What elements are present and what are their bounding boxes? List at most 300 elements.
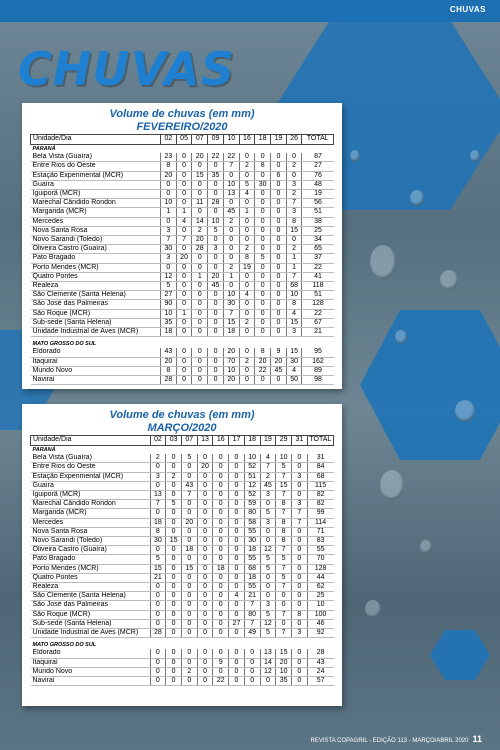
rainfall-cell: 0 (229, 677, 245, 686)
rainfall-cell: 0 (223, 199, 239, 208)
rainfall-cell: 3 (260, 601, 276, 610)
rainfall-cell: 8 (276, 527, 292, 536)
group-header-row (31, 340, 334, 348)
rainfall-cell: 0 (229, 555, 245, 564)
rainfall-cell: 55 (244, 527, 260, 536)
unit-name-cell: Mundo Novo (31, 366, 161, 375)
table-header-row (31, 436, 334, 446)
rainfall-cell: 0 (192, 318, 208, 327)
rainfall-cell: 20 (255, 357, 271, 366)
rainfall-cell: 8 (255, 348, 271, 357)
rainfall-cell: 68 (286, 282, 302, 291)
rainfall-cell: 0 (161, 190, 177, 199)
table-row (31, 546, 334, 555)
column-header: 10 (223, 135, 239, 145)
rainfall-cell: 0 (223, 254, 239, 263)
rainfall-cell: 15 (276, 481, 292, 490)
table-row (31, 573, 334, 582)
rainfall-cell: 2 (223, 217, 239, 226)
rainfall-cell: 0 (176, 357, 192, 366)
rainfall-cell: 2 (286, 190, 302, 199)
rainfall-cell: 0 (208, 236, 224, 245)
rainfall-cell: 0 (181, 472, 197, 481)
rainfall-cell: 0 (286, 236, 302, 245)
table-row (31, 180, 334, 189)
rainfall-cell: 0 (161, 180, 177, 189)
rainfall-cell: 3 (208, 245, 224, 254)
rainfall-cell: 0 (291, 667, 307, 676)
rainfall-cell: 0 (176, 366, 192, 375)
unit-name-cell: Nova Santa Rosa (31, 226, 161, 235)
rainfall-cell: 0 (271, 153, 287, 162)
table-row (31, 208, 334, 217)
rainfall-cell: 0 (271, 254, 287, 263)
rainfall-cell: 52 (244, 491, 260, 500)
rainfall-cell: 7 (276, 629, 292, 638)
table-row (31, 472, 334, 481)
rainfall-cell: 28 (208, 199, 224, 208)
rainfall-cell: 0 (166, 491, 182, 500)
rainfall-cell: 0 (255, 236, 271, 245)
total-cell: 34 (302, 236, 334, 245)
rainfall-cell: 2 (239, 162, 255, 171)
rainfall-cell: 0 (244, 649, 260, 658)
rainfall-cell: 0 (260, 573, 276, 582)
total-cell: 68 (307, 472, 333, 481)
rainfall-cell: 0 (276, 592, 292, 601)
rainfall-cell: 0 (213, 481, 229, 490)
rainfall-cell: 0 (176, 282, 192, 291)
rainfall-cell: 0 (255, 272, 271, 281)
total-cell: 70 (307, 555, 333, 564)
unit-name-cell: Nova Santa Rosa (31, 527, 151, 536)
rainfall-cell: 5 (260, 555, 276, 564)
rainfall-cell: 0 (291, 527, 307, 536)
rainfall-cell: 0 (150, 592, 166, 601)
unit-name-cell: Margarida (MCR) (31, 509, 151, 518)
column-header: TOTAL (307, 436, 333, 446)
rainfall-cell: 0 (197, 500, 213, 509)
rainfall-cell: 9 (213, 658, 229, 667)
rainfall-cell: 5 (276, 463, 292, 472)
rainfall-cell: 0 (239, 226, 255, 235)
rainfall-cell: 0 (239, 282, 255, 291)
table-body (31, 446, 334, 686)
rainfall-cell: 10 (223, 366, 239, 375)
unit-name-cell: Marechal Cândido Rondon (31, 500, 151, 509)
unit-name-cell: Pato Bragado (31, 254, 161, 263)
table-header-row (31, 135, 334, 145)
rainfall-cell: 0 (223, 226, 239, 235)
rainfall-cell: 21 (150, 573, 166, 582)
unit-name-cell: Guaíra (31, 481, 151, 490)
rainfall-cell: 0 (192, 180, 208, 189)
rain-drop (395, 330, 407, 344)
rainfall-cell: 0 (150, 649, 166, 658)
column-header: 29 (276, 436, 292, 446)
table-row (31, 309, 334, 318)
rainfall-cell: 58 (244, 518, 260, 527)
rainfall-cell: 0 (271, 226, 287, 235)
rainfall-cell: 0 (181, 592, 197, 601)
table-row (31, 162, 334, 171)
rainfall-cell: 0 (176, 328, 192, 337)
unit-name-cell: Naviraí (31, 677, 151, 686)
rainfall-cell: 0 (271, 318, 287, 327)
rainfall-cell: 0 (197, 564, 213, 573)
rainfall-cell: 10 (244, 454, 260, 463)
rainfall-cell: 18 (181, 546, 197, 555)
rainfall-cell: 11 (192, 199, 208, 208)
table-row (31, 491, 334, 500)
rainfall-cell: 0 (255, 245, 271, 254)
group-name: PARANÁ (32, 146, 56, 152)
rainfall-cell: 0 (192, 309, 208, 318)
rainfall-cell: 0 (166, 592, 182, 601)
total-cell: 128 (302, 300, 334, 309)
rainfall-cell: 0 (260, 537, 276, 546)
rainfall-cell: 7 (276, 564, 292, 573)
top-bar (0, 0, 500, 22)
rainfall-cell: 0 (166, 509, 182, 518)
rainfall-cell: 0 (271, 180, 287, 189)
rainfall-cell: 28 (150, 629, 166, 638)
rainfall-cell: 1 (192, 272, 208, 281)
rainfall-cell: 0 (181, 677, 197, 686)
rainfall-cell: 4 (229, 592, 245, 601)
total-cell: 31 (307, 454, 333, 463)
rainfall-cell: 0 (181, 573, 197, 582)
rainfall-cell: 0 (166, 601, 182, 610)
rainfall-cell: 15 (166, 537, 182, 546)
rainfall-cell: 0 (229, 472, 245, 481)
rainfall-cell: 7 (276, 509, 292, 518)
total-cell: 21 (302, 328, 334, 337)
rainfall-cell: 12 (161, 272, 177, 281)
total-cell: 37 (302, 254, 334, 263)
rainfall-cell: 8 (286, 300, 302, 309)
rainfall-cell: 30 (150, 537, 166, 546)
rainfall-cell: 1 (286, 254, 302, 263)
rainfall-cell: 7 (244, 601, 260, 610)
total-cell: 82 (307, 491, 333, 500)
rainfall-cell: 0 (176, 190, 192, 199)
unit-name-cell: Guaíra (31, 180, 161, 189)
rainfall-cell: 15 (150, 564, 166, 573)
rainfall-cell: 0 (181, 555, 197, 564)
rainfall-cell: 0 (244, 667, 260, 676)
unit-name-cell: Porto Mendes (MCR) (31, 263, 161, 272)
unit-name-cell: Unidade Industrial de Aves (MCR) (31, 328, 161, 337)
rainfall-cell: 0 (229, 583, 245, 592)
rainfall-cell: 0 (255, 153, 271, 162)
rainfall-cell: 0 (197, 619, 213, 628)
rainfall-cell: 0 (161, 263, 177, 272)
rainfall-cell: 55 (244, 583, 260, 592)
rainfall-cell: 0 (255, 171, 271, 180)
rainfall-cell: 0 (213, 610, 229, 619)
rainfall-cell: 0 (176, 348, 192, 357)
total-cell: 76 (302, 171, 334, 180)
rainfall-cell: 0 (229, 500, 245, 509)
rainfall-cell: 0 (181, 537, 197, 546)
total-cell: 22 (302, 309, 334, 318)
unit-name-cell: São Roque (MCR) (31, 309, 161, 318)
card-title (22, 404, 342, 435)
rainfall-cell: 0 (197, 491, 213, 500)
rainfall-cell: 0 (255, 199, 271, 208)
total-cell: 95 (302, 348, 334, 357)
rainfall-cell: 0 (213, 491, 229, 500)
unit-name-cell: Sub-sede (Santa Helena) (31, 318, 161, 327)
unit-name-cell: São José das Palmeiras (31, 300, 161, 309)
rainfall-cell: 5 (255, 254, 271, 263)
rainfall-cell: 52 (244, 463, 260, 472)
rainfall-cell: 0 (213, 592, 229, 601)
group-header-row (31, 145, 334, 154)
total-cell: 87 (302, 153, 334, 162)
rainfall-cell: 0 (166, 463, 182, 472)
rainfall-cell: 0 (213, 500, 229, 509)
rainfall-cell: 0 (291, 564, 307, 573)
rainfall-cell: 35 (276, 677, 292, 686)
total-cell: 128 (307, 564, 333, 573)
rainfall-cell: 0 (176, 376, 192, 385)
table-row (31, 583, 334, 592)
rainfall-cell: 0 (181, 583, 197, 592)
rainfall-cell: 0 (208, 366, 224, 375)
rainfall-cell: 0 (176, 180, 192, 189)
rainfall-cell: 2 (192, 226, 208, 235)
total-cell: 100 (307, 610, 333, 619)
total-cell: 48 (302, 180, 334, 189)
rainfall-cell: 0 (260, 592, 276, 601)
rainfall-cell: 0 (213, 454, 229, 463)
rainfall-cell: 10 (276, 454, 292, 463)
rainfall-cell: 45 (260, 481, 276, 490)
rainfall-cell: 3 (161, 254, 177, 263)
rainfall-cell: 0 (255, 309, 271, 318)
rainfall-cell: 4 (260, 454, 276, 463)
column-header: 16 (213, 436, 229, 446)
rainfall-cell: 0 (197, 592, 213, 601)
rainfall-cell: 0 (166, 677, 182, 686)
rain-drop (455, 400, 475, 422)
rainfall-cell: 1 (286, 263, 302, 272)
rainfall-cell: 0 (213, 583, 229, 592)
total-cell: 162 (302, 357, 334, 366)
total-cell: 24 (307, 667, 333, 676)
rainfall-cell: 0 (271, 245, 287, 254)
rainfall-cell: 0 (271, 217, 287, 226)
rainfall-cell: 0 (239, 236, 255, 245)
rainfall-cell: 0 (166, 667, 182, 676)
rainfall-cell: 15 (276, 649, 292, 658)
table-row (31, 610, 334, 619)
rainfall-cell: 0 (291, 583, 307, 592)
rainfall-cell: 0 (176, 245, 192, 254)
unit-name-cell: Eldorado (31, 348, 161, 357)
column-header: TOTAL (302, 135, 334, 145)
unit-name-cell: Itaquiraí (31, 658, 151, 667)
total-cell: 41 (302, 272, 334, 281)
rainfall-cell: 0 (229, 658, 245, 667)
column-header: 16 (239, 135, 255, 145)
total-cell: 92 (307, 629, 333, 638)
rainfall-cell: 0 (260, 527, 276, 536)
rainfall-table-march (30, 435, 334, 686)
rainfall-cell: 0 (271, 376, 287, 385)
table-row (31, 619, 334, 628)
rainfall-cell: 0 (197, 537, 213, 546)
rainfall-cell: 0 (213, 619, 229, 628)
rainfall-cell: 0 (150, 509, 166, 518)
rainfall-cell: 0 (176, 272, 192, 281)
total-cell: 25 (302, 226, 334, 235)
rainfall-card-march (22, 404, 342, 706)
rainfall-cell: 27 (229, 619, 245, 628)
rainfall-cell: 0 (181, 649, 197, 658)
group-name: MATO GROSSO DO SUL (32, 642, 97, 649)
rainfall-cell: 45 (208, 282, 224, 291)
card-title-line1: Volume de chuvas (em mm) (109, 108, 255, 120)
rainfall-cell: 0 (223, 236, 239, 245)
total-cell: 44 (307, 573, 333, 582)
rainfall-cell: 21 (244, 592, 260, 601)
rainfall-cell: 30 (255, 180, 271, 189)
rainfall-cell: 0 (166, 573, 182, 582)
rainfall-cell: 0 (166, 564, 182, 573)
rainfall-cell: 0 (239, 153, 255, 162)
unit-name-cell: Mercedes (31, 518, 151, 527)
unit-name-cell: Estação Experimental (MCR) (31, 472, 151, 481)
rainfall-cell: 7 (291, 509, 307, 518)
rainfall-cell: 8 (276, 518, 292, 527)
table-row (31, 263, 334, 272)
total-cell: 115 (307, 481, 333, 490)
rainfall-cell: 0 (223, 282, 239, 291)
table-row (31, 254, 334, 263)
rainfall-cell: 2 (239, 357, 255, 366)
rainfall-cell: 3 (286, 180, 302, 189)
unit-name-cell: Porto Mendes (MCR) (31, 564, 151, 573)
rainfall-cell: 0 (291, 546, 307, 555)
rainfall-cell: 8 (161, 366, 177, 375)
rainfall-cell: 0 (208, 309, 224, 318)
total-cell: 89 (302, 366, 334, 375)
rainfall-cell: 0 (150, 583, 166, 592)
rainfall-cell: 0 (291, 658, 307, 667)
rainfall-cell: 0 (176, 171, 192, 180)
rainfall-cell: 0 (291, 491, 307, 500)
rainfall-cell: 22 (223, 153, 239, 162)
rainfall-cell: 0 (255, 226, 271, 235)
column-header: 19 (260, 436, 276, 446)
rainfall-cell: 0 (208, 208, 224, 217)
rainfall-cell: 0 (213, 667, 229, 676)
column-header: 17 (229, 436, 245, 446)
table-row (31, 564, 334, 573)
rainfall-table-february (30, 134, 334, 385)
table-row (31, 190, 334, 199)
rainfall-cell: 10 (223, 291, 239, 300)
rainfall-cell: 0 (166, 619, 182, 628)
rainfall-cell: 0 (229, 537, 245, 546)
rainfall-cell: 0 (276, 601, 292, 610)
total-cell: 98 (302, 376, 334, 385)
total-cell: 10 (307, 601, 333, 610)
table-row (31, 282, 334, 291)
rainfall-cell: 7 (291, 518, 307, 527)
rainfall-cell: 27 (161, 291, 177, 300)
rainfall-cell: 7 (181, 491, 197, 500)
rain-drop (380, 470, 404, 500)
column-header: 26 (286, 135, 302, 145)
table-row (31, 171, 334, 180)
table-row (31, 199, 334, 208)
rainfall-cell: 22 (213, 677, 229, 686)
rainfall-cell: 14 (260, 658, 276, 667)
rainfall-cell: 15 (223, 318, 239, 327)
rainfall-cell: 8 (255, 162, 271, 171)
rainfall-cell: 0 (176, 153, 192, 162)
rainfall-cell: 0 (176, 162, 192, 171)
rainfall-cell: 0 (271, 328, 287, 337)
rainfall-cell: 0 (176, 263, 192, 272)
table-row (31, 348, 334, 357)
total-cell: 71 (307, 527, 333, 536)
rainfall-cell: 28 (161, 376, 177, 385)
rainfall-cell: 9 (271, 348, 287, 357)
rainfall-cell: 2 (181, 667, 197, 676)
rainfall-cell: 12 (260, 667, 276, 676)
rainfall-cell: 7 (276, 546, 292, 555)
rainfall-cell: 0 (166, 518, 182, 527)
total-cell: 19 (302, 190, 334, 199)
rainfall-cell: 1 (176, 208, 192, 217)
rainfall-cell: 7 (223, 309, 239, 318)
section-label: CHUVAS (449, 5, 486, 14)
unit-name-cell: Naviraí (31, 376, 161, 385)
rain-drop (420, 540, 432, 554)
rainfall-cell: 0 (255, 282, 271, 291)
rainfall-cell: 3 (291, 629, 307, 638)
rainfall-cell: 3 (260, 518, 276, 527)
rainfall-cell: 35 (208, 171, 224, 180)
rainfall-cell: 0 (229, 546, 245, 555)
rainfall-cell: 0 (197, 454, 213, 463)
rainfall-cell: 0 (181, 527, 197, 536)
rainfall-cell: 0 (150, 619, 166, 628)
rainfall-cell: 7 (276, 583, 292, 592)
rainfall-cell: 5 (166, 500, 182, 509)
rainfall-cell: 20 (192, 236, 208, 245)
rainfall-cell: 7 (161, 236, 177, 245)
rainfall-cell: 45 (223, 208, 239, 217)
rainfall-cell: 0 (239, 366, 255, 375)
rainfall-cell: 0 (181, 509, 197, 518)
rainfall-cell: 0 (291, 481, 307, 490)
rainfall-cell: 0 (213, 601, 229, 610)
rainfall-cell: 0 (213, 509, 229, 518)
table-row (31, 245, 334, 254)
rainfall-card-february (22, 103, 342, 389)
rainfall-cell: 0 (213, 463, 229, 472)
rainfall-cell: 18 (223, 328, 239, 337)
rainfall-cell: 0 (291, 592, 307, 601)
rainfall-cell: 5 (239, 180, 255, 189)
rainfall-cell: 5 (260, 610, 276, 619)
